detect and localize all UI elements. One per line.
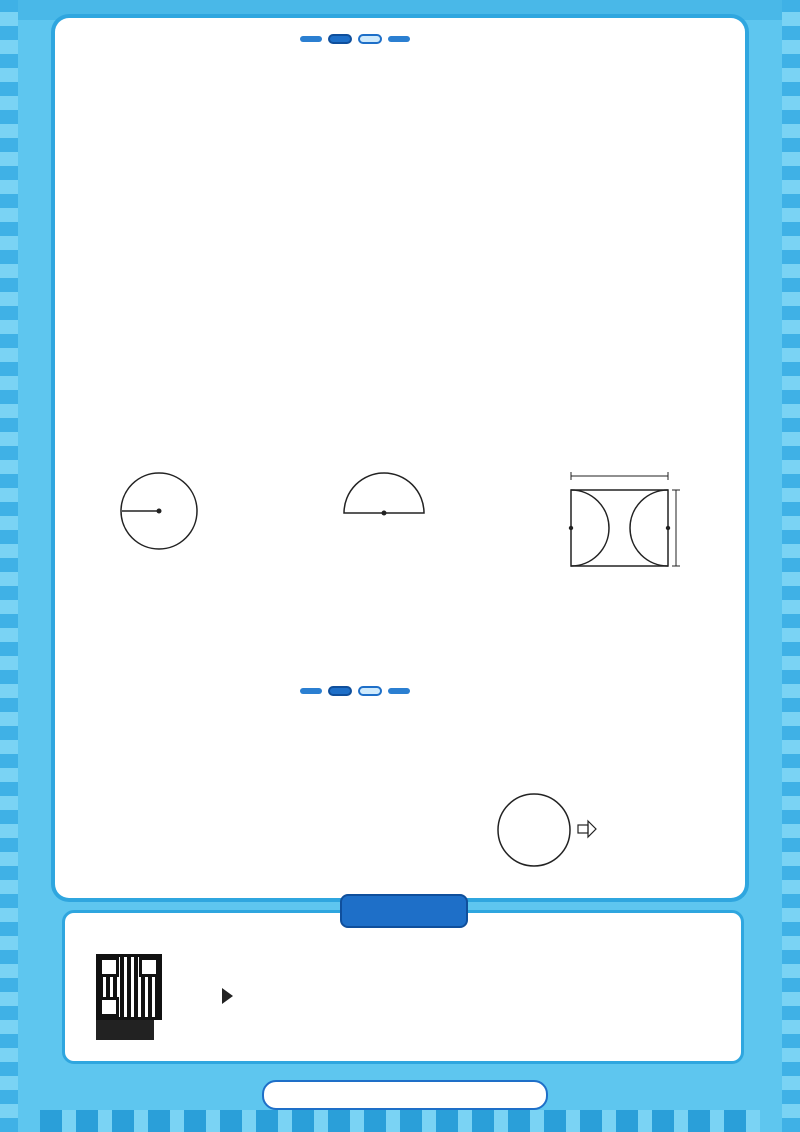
badge-bar-right bbox=[388, 688, 410, 694]
qr-code[interactable] bbox=[96, 954, 162, 1020]
arrow-head bbox=[588, 821, 596, 837]
left-semicircle bbox=[571, 490, 609, 566]
center-dot bbox=[157, 509, 162, 514]
scan-to-listen-label bbox=[96, 1020, 154, 1040]
book-footer bbox=[262, 1080, 548, 1110]
qr-corner-tr bbox=[139, 957, 159, 977]
badge-time bbox=[328, 686, 352, 696]
badge-name bbox=[358, 34, 382, 44]
qr-corner-tl bbox=[99, 957, 119, 977]
figure-2-semicircle bbox=[342, 472, 426, 516]
listening-title bbox=[340, 894, 468, 928]
section-badge-application bbox=[300, 686, 410, 696]
circle-outline bbox=[498, 794, 570, 866]
figure-3-rectangle bbox=[568, 470, 688, 570]
answer-arrow-icon bbox=[222, 988, 233, 1004]
badge-bar-left bbox=[300, 688, 322, 694]
right-center-dot bbox=[666, 526, 670, 530]
qr-corner-bl bbox=[99, 997, 119, 1017]
section-badge-variant bbox=[300, 34, 410, 44]
center-dot bbox=[382, 511, 387, 516]
rectangle-outline bbox=[571, 490, 668, 566]
bottom-decoration bbox=[40, 1110, 760, 1132]
left-center-dot bbox=[569, 526, 573, 530]
sectored-circle bbox=[498, 794, 570, 866]
right-semicircle bbox=[630, 490, 668, 566]
top-frame bbox=[0, 0, 800, 20]
right-frame-stripe bbox=[782, 0, 800, 1132]
transform-arrow bbox=[578, 821, 596, 837]
arrow-shaft bbox=[578, 825, 588, 833]
circle-to-parallelogram-diagram bbox=[496, 792, 728, 868]
worksheet-paper bbox=[55, 18, 745, 898]
figure-1-circle bbox=[118, 470, 202, 554]
semicircle-outline bbox=[344, 473, 424, 513]
badge-bar-right bbox=[388, 36, 410, 42]
badge-time bbox=[328, 34, 352, 44]
badge-name bbox=[358, 686, 382, 696]
badge-bar-left bbox=[300, 36, 322, 42]
listening-area bbox=[62, 910, 744, 1064]
left-frame-stripe bbox=[0, 0, 18, 1132]
